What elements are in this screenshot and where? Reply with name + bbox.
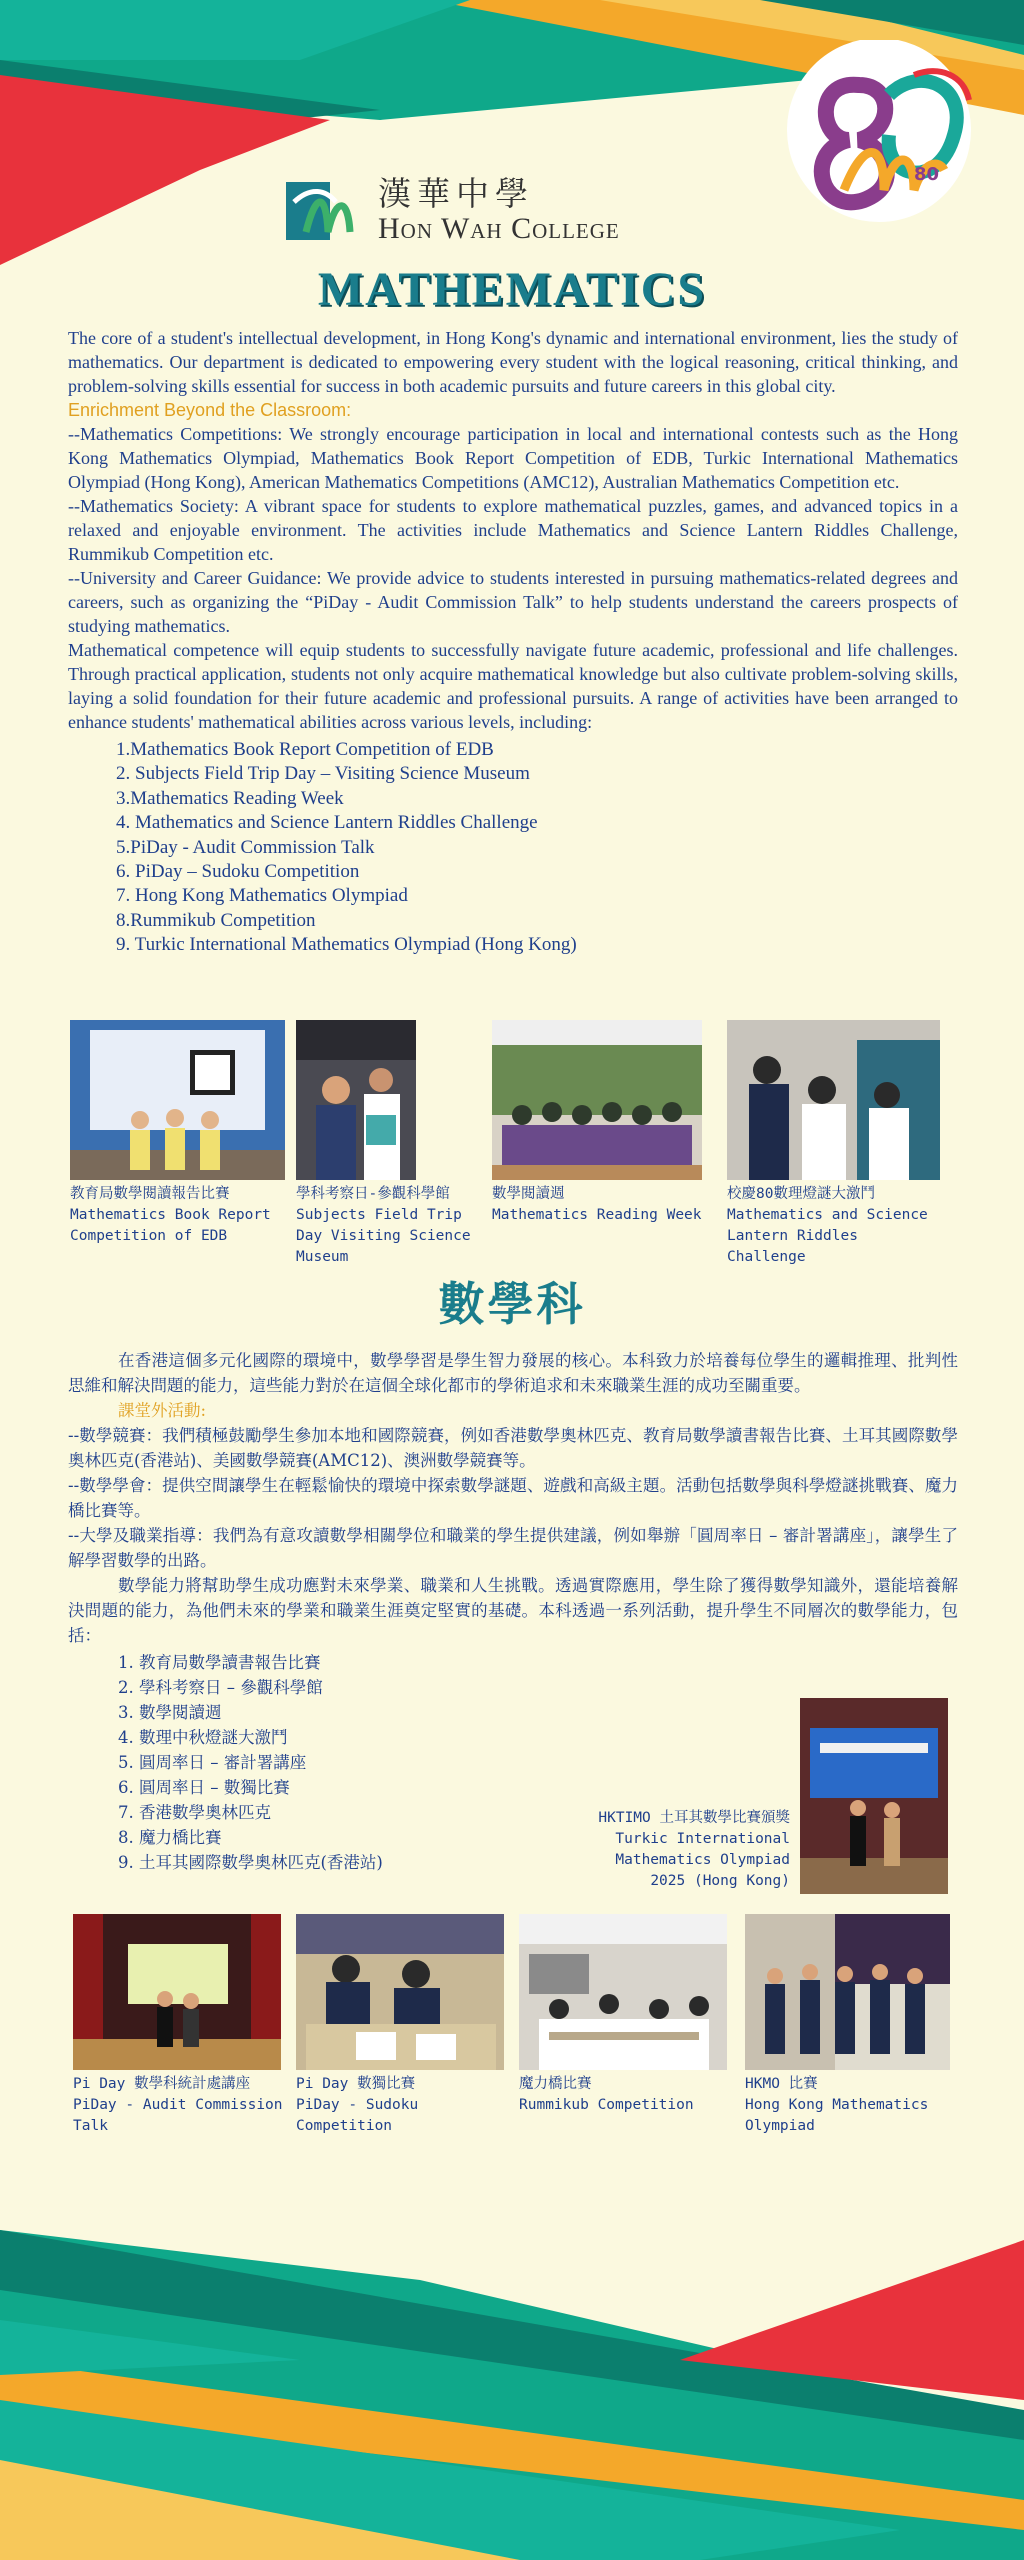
enrichment-zh-competitions: --數學競賽：我們積極鼓勵學生參加本地和國際競賽，例如香港數學奧林匹克、教育局數學讀書報告比賽、土耳其國際數學奧林匹克(香港站)、美國數學競賽(AMC12)、澳洲數學競賽等。 — [68, 1426, 958, 1470]
page-title-en: MATHEMATICS — [317, 263, 707, 316]
photo-piday-sudoku-image — [296, 1914, 504, 2070]
photo-piday-talk — [73, 1914, 283, 2137]
anniversary-80-logo-icon — [764, 40, 984, 230]
photo-lantern-riddles-image — [727, 1020, 940, 1180]
list-item: 1. 教育局數學讀書報告比賽 — [118, 1653, 321, 1672]
list-item: 5. 圓周率日 – 審計署講座 — [118, 1753, 307, 1772]
photo-hktimo-award — [800, 1698, 948, 1894]
photo-reading-week — [492, 1020, 702, 1226]
school-logo-icon — [286, 172, 366, 250]
photo-piday-talk-image — [73, 1914, 281, 2070]
list-item: 7. Hong Kong Mathematics Olympiad — [116, 885, 408, 907]
list-item: 5.PiDay - Audit Commission Talk — [116, 836, 375, 858]
enrichment-en-society: --Mathematics Society: A vibrant space for students to explore mathematical puzzles, games, and advanced topics in a relaxed and enjoyable environment. The activities include Mathematics and Science Lantern Riddles Challenge, Rummikub Competition etc. — [68, 496, 958, 564]
list-item: 4. Mathematics and Science Lantern Riddles Challenge — [116, 812, 538, 834]
svg-text:80: 80 — [914, 164, 940, 185]
photo-book-report — [70, 1020, 285, 1247]
photo-field-trip — [296, 1020, 496, 1268]
photo-hkmo-image — [745, 1914, 950, 2070]
photo-caption: 魔力橋比賽 Rummikub Competition — [519, 2076, 694, 2113]
school-names — [378, 176, 620, 246]
photo-hkmo — [745, 1914, 955, 2137]
list-item: 6. 圓周率日 – 數獨比賽 — [118, 1778, 290, 1797]
photo-rummikub — [519, 1914, 729, 2116]
photo-rummikub-image — [519, 1914, 727, 2070]
school-name-en: Hon Wah College — [378, 212, 620, 245]
photo-caption: 校慶80數理燈謎大激鬥 Mathematics and Science Lantern Riddles Challenge — [727, 1186, 928, 1265]
photo-book-report-image — [70, 1020, 285, 1180]
list-item: 9. Turkic International Mathematics Olympiad (Hong Kong) — [116, 934, 577, 956]
photo-row-1 — [0, 1020, 1024, 1265]
school-name-zh: 漢華中學 — [378, 174, 534, 213]
list-item: 8. 魔力橋比賽 — [118, 1828, 222, 1847]
enrichment-en-guidance: --University and Career Guidance: We provide advice to students interested in pursuing mathematics-related degrees and careers, such as organizing the “PiDay - Audit Commission Talk” to help students understand the careers prospects of studying mathematics. — [68, 568, 958, 636]
list-item: 8.Rummikub Competition — [116, 909, 316, 931]
list-item: 6. PiDay – Sudoku Competition — [116, 861, 360, 883]
photo-field-trip-image — [296, 1020, 416, 1180]
english-section — [68, 326, 958, 958]
list-item: 3. 數學閱讀週 — [118, 1703, 222, 1722]
enrichment-heading-zh: 課堂外活動: — [118, 1401, 207, 1420]
enrichment-zh-society: --數學學會：提供空間讓學生在輕鬆愉快的環境中探索數學謎題、遊戲和高級主題。活動包括數學與科學燈謎挑戰賽、魔力橋比賽等。 — [68, 1476, 958, 1520]
closing-zh: 數學能力將幫助學生成功應對未來學業、職業和人生挑戰。透過實際應用，學生除了獲得數學知識外，還能培養解決問題的能力，為他們未來的學業和職業生涯奠定堅實的基礎。本科透過一系列活動，提升學生不同層次的數學能力，包括： — [68, 1576, 958, 1645]
list-item: 1.Mathematics Book Report Competition of EDB — [116, 739, 494, 760]
school-header — [286, 172, 620, 250]
photo-caption: 數學閱讀週 Mathematics Reading Week — [492, 1186, 702, 1223]
activities-list-en — [68, 738, 958, 958]
photo-reading-week-image — [492, 1020, 702, 1180]
closing-en: Mathematical competence will equip students to successfully navigate future academic, professional and life challenges. Through practical application, students not only acquire mathematical knowledge but also cultivate problem-solving skills, laying a solid foundation for their future academic and professional pursuits. A range of activities have been arranged to enhance students' mathematical abilities across various levels, including: — [68, 640, 958, 732]
list-item: 4. 數理中秋燈謎大激鬥 — [118, 1728, 288, 1747]
bottom-decorative-stripes — [0, 2200, 1024, 2560]
photo-piday-sudoku — [296, 1914, 506, 2137]
enrichment-en-competitions: --Mathematics Competitions: We strongly encourage participation in local and international contests such as the Hong Kong Mathematics Olympiad, Mathematics Book Report Competition of EDB, Turkic International Mathematics Olympiad (Hong Kong), American Mathematics Competitions (AMC12), Australian Mathematics Competition etc. — [68, 424, 958, 492]
photo-lantern-riddles — [727, 1020, 942, 1268]
photo-caption: 教育局數學閱讀報告比賽 Mathematics Book Report Competition of EDB — [70, 1186, 271, 1244]
photo-row-2 — [0, 1914, 1024, 2144]
photo-caption: Pi Day 數獨比賽 PiDay - Sudoku Competition — [296, 2076, 419, 2134]
list-item: 2. Subjects Field Trip Day – Visiting Science Museum — [116, 763, 530, 785]
list-item: 2. 學科考察日 – 參觀科學館 — [118, 1678, 323, 1697]
photo-caption: Pi Day 數學科統計處講座 PiDay - Audit Commission Talk — [73, 2076, 283, 2134]
intro-zh: 在香港這個多元化國際的環境中，數學學習是學生智力發展的核心。本科致力於培養每位學生的邏輯推理、批判性思維和解決問題的能力，這些能力對於在這個全球化都市的學術追求和未來職業生涯的成功至關重要。 — [68, 1351, 958, 1395]
photo-caption: 學科考察日-參觀科學館 Subjects Field Trip Day Visiting Science Museum — [296, 1186, 471, 1265]
enrichment-zh-guidance: --大學及職業指導：我們為有意攻讀數學相關學位和職業的學生提供建議，例如舉辦「圓周率日 – 審計署講座」，讓學生了解學習數學的出路。 — [68, 1526, 958, 1570]
photo-caption: HKMO 比賽 Hong Kong Mathematics Olympiad — [745, 2076, 929, 2134]
list-item: 3.Mathematics Reading Week — [116, 787, 344, 809]
list-item: 7. 香港數學奧林匹克 — [118, 1803, 271, 1822]
page-title-zh: 數學科 — [438, 1277, 586, 1331]
intro-en: The core of a student's intellectual development, in Hong Kong's dynamic and international environment, lies the study of mathematics. Our department is dedicated to empowering every student with the logical reasoning, critical thinking, and problem-solving skills essential for success in both academic pursuits and future careers in this global city. — [68, 328, 958, 396]
list-item: 9. 土耳其國際數學奧林匹克(香港站) — [118, 1853, 383, 1872]
hktimo-caption: HKTIMO 土耳其數學比賽頒獎 Turkic International Mathematics Olympiad 2025 (Hong Kong) — [598, 1810, 790, 1889]
enrichment-heading-en: Enrichment Beyond the Classroom: — [68, 400, 352, 420]
